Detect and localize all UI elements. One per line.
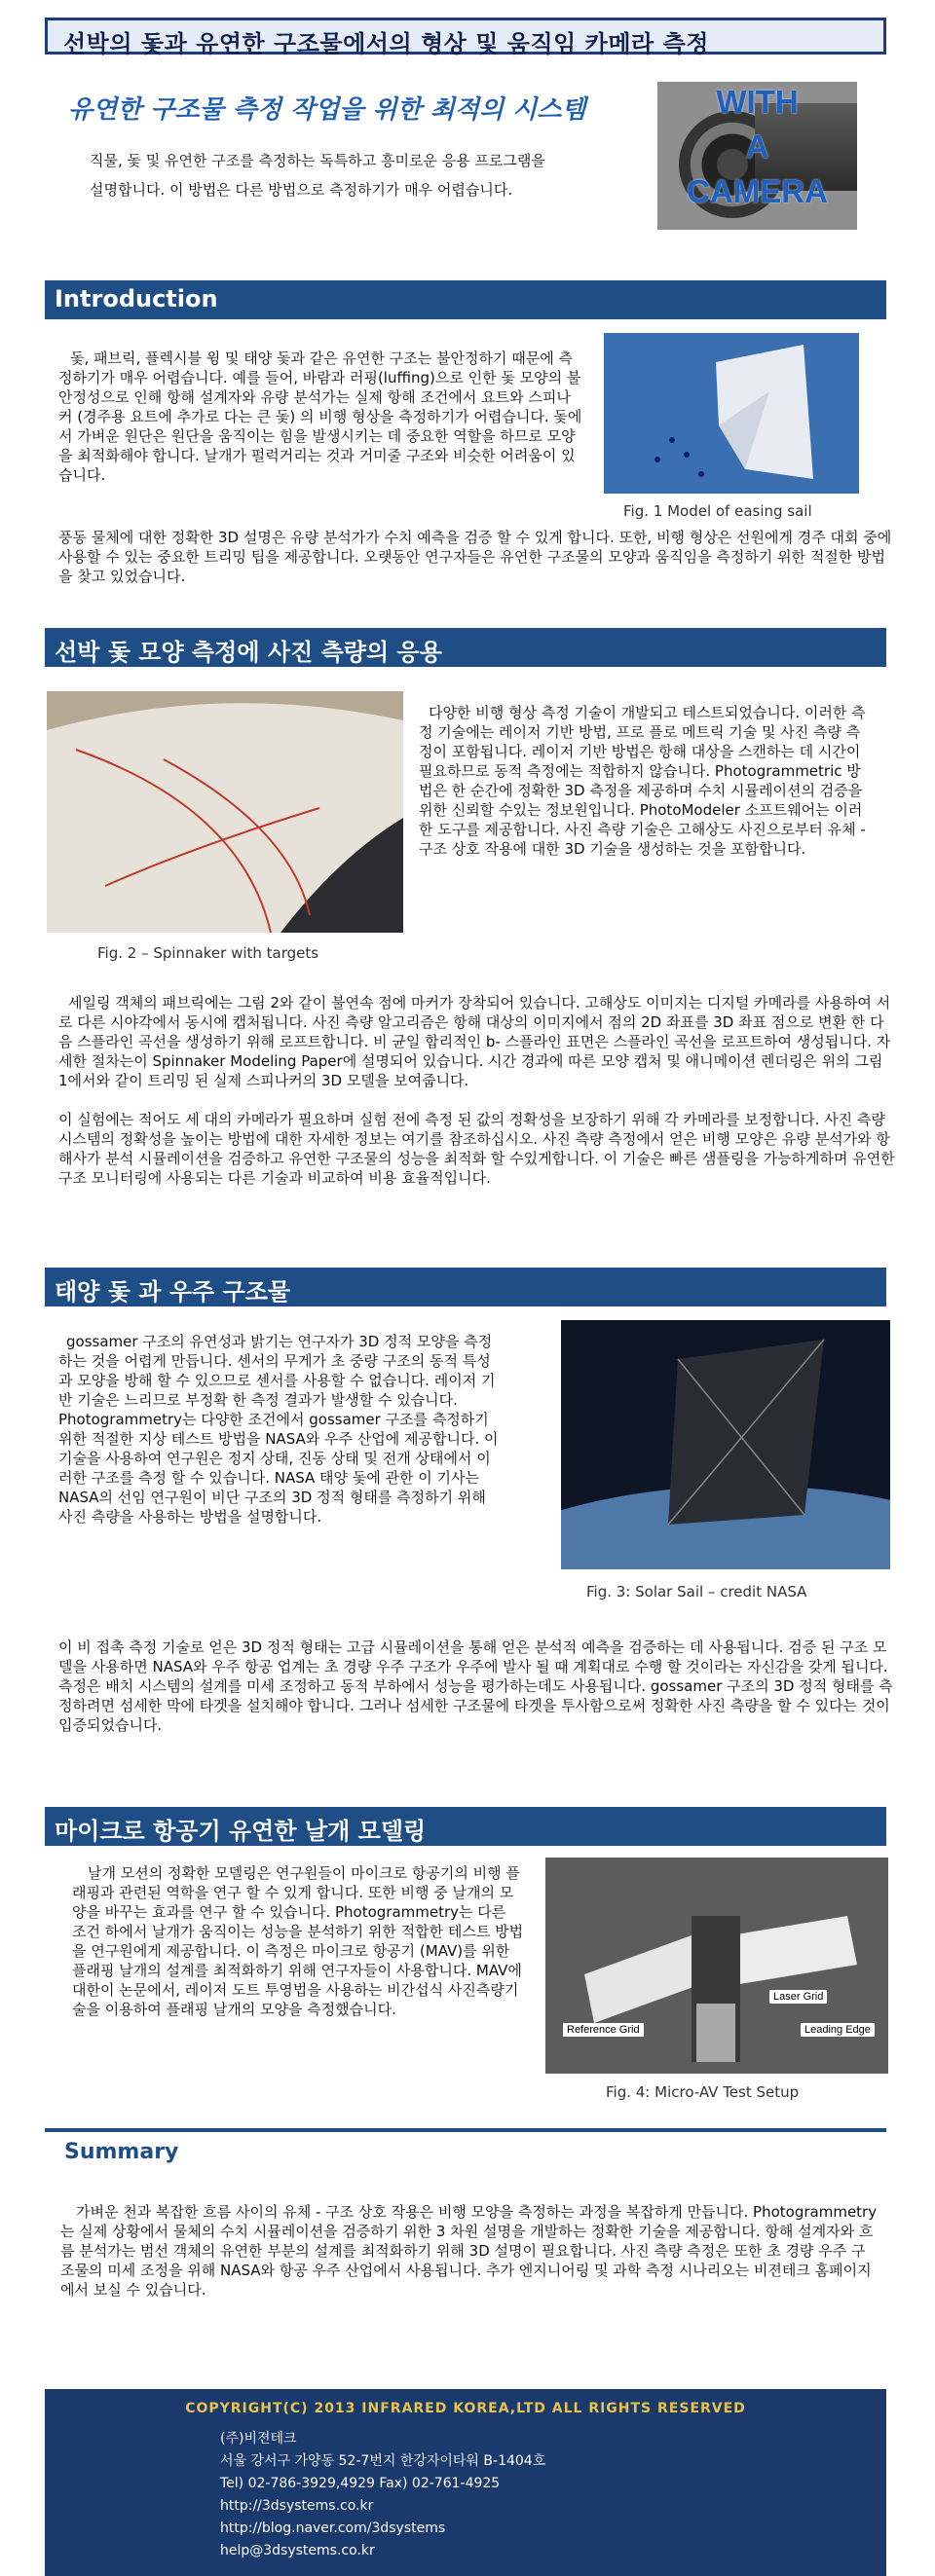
subtitle: 유연한 구조물 측정 작업을 위한 최적의 시스템: [68, 95, 586, 125]
section-header-micro-av: [45, 1807, 886, 1846]
badge-word-camera: CAMERA: [687, 173, 828, 209]
section-title: 마이크로 항공기 유연한 날개 모델링: [55, 1818, 427, 1845]
micro-left-text: 날개 모션의 정확한 모델링은 연구원들이 마이크로 항공기의 비행 플래핑과 관련된 역학을 연구 할 수 있게 합니다. 또한 비행 중 날개의 모양을 바꾸는 효과를 연구 할 수 있습니다. Photogrammetry는 다른 조건 하에서 날개가 움직이는 성능을 분석하기 위한 적합한 테스트 방법을 연구원에게 제공합니다. 이 측정은 마이크로 항공기 (MAV)를 위한 플래핑 날개의 설계를 최적화하기 위해 연구자들이 사용합니다. MAV에 대한이 논문에서, 레이저 도트 투영법을 사용하는 비간섭식 사진측량기술을 이용하여 플래핑 날개의 모양을 측정했습니다.: [72, 1864, 524, 2018]
section-title: 선박 돛 모양 측정에 사진 측량의 응용: [55, 639, 442, 666]
intro-text: 직물, 돛 및 유연한 구조를 측정하는 독특하고 흥미로운 응용 프로그램을 설명합니다. 이 방법은 다른 방법으로 측정하기가 매우 어렵습니다.: [90, 152, 545, 199]
section-header-introduction: [45, 280, 886, 319]
solar-left-text: gossamer 구조의 유연성과 밝기는 연구자가 3D 정적 모양을 측정하는 것을 어렵게 만듭니다. 센서의 무게가 초 중량 구조의 동적 특성과 모양을 방해 할 수 있으므로 센서를 사용할 수 없습니다. 레이저 기반 기술은 느리므로 부정확 한 측정 결과가 발생할 수 있습니다. Photogrammetry는 다양한 조건에서 gossamer 구조를 측정하기 위한 적절한 지상 테스트 방법을 NASA와 우주 산업에 제공합니다. 이 기술을 사용하여 연구원은 정지 상태, 진동 상태 및 전개 상태에서 이러한 구조를 측정 할 수 있습니다. NASA 태양 돛에 관한 이 기사는 NASA의 선임 연구원이 비단 구조의 3D 정적 형태를 측정하기 위해 사진 측량을 사용하는 방법을 설명합니다.: [58, 1333, 499, 1526]
footer: [45, 2389, 886, 2576]
section-title: Introduction: [55, 285, 218, 313]
laser-grid-label: Laser Grid: [769, 1990, 827, 2004]
footer-url-1[interactable]: http://3dsystems.co.kr: [220, 2498, 374, 2514]
footer-copyright: COPYRIGHT(C) 2013 INFRARED KOREA,LTD ALL RIGHTS RESERVED: [185, 2401, 746, 2416]
solar-sail-image: [561, 1320, 890, 1569]
reference-grid-label: Reference Grid: [563, 2023, 644, 2037]
sail-paragraph-1: 세일링 객체의 패브릭에는 그림 2와 같이 불연속 점에 마커가 장착되어 있습니다. 고해상도 이미지는 디지털 카메라를 사용하여 서로 다른 시야각에서 동시에 캡처됩니다. 사진 측량 알고리즘은 항해 대상의 이미지에서 점의 2D 좌표를 3D 좌표 점으로 변환 한 다음 스플라인 곡선을 생성하기 위해 로프트합니다. 비 균일 합리적인 b- 스플라인 표면은 스플라인 곡선을 로프트하여 생성됩니다. 자세한 절차는이 Spinnaker Modeling Paper에 설명되어 있습니다. 시간 경과에 따른 모양 캡처 및 애니메이션 렌더링은 위의 그림 1에서와 같이 트리밍 된 실제 스피나커의 3D 모델을 보여줍니다.: [58, 994, 891, 1089]
footer-email[interactable]: help@3dsystems.co.kr: [220, 2543, 375, 2558]
summary-text: 가벼운 천과 복잡한 흐름 사이의 유체 - 구조 상호 작용은 비행 모양을 측정하는 과정을 복잡하게 만듭니다. Photogrammetry는 실제 상황에서 물체의 수치 시뮬레이션을 검증하기 위한 3 차원 설명을 개발하는 정확한 기술을 제공합니다. 항해 설계자와 흐름 분석가는 범선 객체의 유연한 부분의 설계를 최적화하기 위해 3D 설명이 필요합니다. 사진 측량 측정은 또한 초 경량 우주 구조물의 미세 조정을 위해 NASA와 항공 우주 산업에서 사용됩니다. 추가 엔지니어링 및 과학 측정 시나리오는 비젼테크 홈페이지에서 보실 수 있습니다.: [60, 2203, 878, 2299]
fig3-caption: Fig. 3: Solar Sail – credit NASA: [586, 1583, 807, 1601]
fig1-caption: Fig. 1 Model of easing sail: [623, 502, 812, 520]
fig4-caption: Fig. 4: Micro-AV Test Setup: [606, 2083, 800, 2101]
easing-sail-image: [604, 333, 859, 494]
summary-header: [45, 2128, 886, 2177]
footer-contact: [220, 2428, 545, 2562]
leading-edge-label: Leading Edge: [801, 2023, 875, 2037]
footer-url-2[interactable]: http://blog.naver.com/3dsystems: [220, 2521, 446, 2536]
badge-word-a: A: [745, 129, 769, 165]
badge-word-with: WITH: [716, 84, 799, 120]
footer-phone: Tel) 02-786-3929,4929 Fax) 02-761-4925: [220, 2476, 501, 2491]
camera-logo: [657, 82, 857, 230]
intro-paragraph-1: 돛, 패브릭, 플렉시블 윙 및 태양 돛과 같은 유연한 구조는 불안정하기 때문에 측정하기가 매우 어렵습니다. 예를 들어, 바람과 러핑(luffing)으로 인한 돛 모양의 불안정성으로 인해 항해 설계자와 유량 분석가는 실제 항해 조건에서 요트와 스피나커 (경주용 요트에 추가로 다는 큰 돛) 의 비행 형상을 측정하기가 어렵습니다. 돛에서 가벼운 원단은 원단을 움직이는 힘을 발생시키는 데 중요한 역할을 하므로 모양을 최적화해야 합니다. 날개가 펄럭거리는 것과 거미줄 구조와 비슷한 어려움이 있습니다.: [58, 350, 582, 484]
solar-paragraph: 이 비 접촉 측정 기술로 얻은 3D 정적 형태는 고급 시뮬레이션을 통해 얻은 분석적 예측을 검증하는 데 사용됩니다. 검증 된 구조 모델을 사용하면 NASA와 우주 항공 업계는 초 경량 우주 구조가 우주에 발사 될 때 계획대로 수행 할 것이라는 자신감을 갖게 됩니다. 측정은 배치 시스템의 설계를 미세 조정하고 동적 부하에서 성능을 평가하는데도 사용됩니다. gossamer 구조의 3D 정적 형태를 측정하려면 섬세한 막에 타겟을 설치해야 합니다. 그러나 섬세한 구조물에 타겟을 투사함으로써 정확한 사진 측량을 할 수 있다는 것이 입증되었습니다.: [58, 1638, 893, 1734]
sail-paragraph-2: 이 실험에는 적어도 세 대의 카메라가 필요하며 실험 전에 측정 된 값의 정확성을 보장하기 위해 각 카메라를 보정합니다. 사진 측량 시스템의 정확성을 높이는 방법에 대한 자세한 정보는 여기를 참조하십시오. 사진 측량 측정에서 얻은 비행 모양은 유량 분석가와 항해사가 분석 시뮬레이션을 검증하고 유연한 구조물의 성능을 최적화 할 수있게합니다. 이 기술은 빠른 샘플링을 가능하게하며 유연한 구조 모니터링에 사용되는 다른 기술과 비교하여 비용 효율적입니다.: [58, 1111, 895, 1187]
micro-av-image: [545, 1858, 888, 2074]
section-header-sail: [45, 628, 886, 667]
section-title: 태양 돛 과 우주 구조물: [55, 1278, 291, 1306]
spinnaker-image: [47, 691, 403, 933]
section-header-solar: [45, 1268, 886, 1306]
page-title-bar: [45, 18, 886, 55]
footer-address: 서울 강서구 가양동 52-7번지 한강자이타워 B-1404호: [220, 2453, 546, 2469]
intro-paragraph-2: 풍동 물체에 대한 정확한 3D 설명은 유량 분석가가 수치 예측을 검증 할 수 있게 합니다. 또한, 비행 형상은 선원에게 경주 대회 중에 사용할 수 있는 중요한 트리밍 팁을 제공합니다. 오랫동안 연구자들은 유연한 구조물의 모양과 움직임을 측정하기 위한 적절한 방법을 찾고 있었습니다.: [58, 529, 892, 585]
sail-right-text: 다양한 비행 형상 측정 기술이 개발되고 테스트되었습니다. 이러한 측정 기술에는 레이저 기반 방법, 프로 플로 메트릭 기술 및 사진 측량 측정이 포함됩니다. 레이저 기반 방법은 항해 대상을 스캔하는 데 시간이 필요하므로 동적 측정에는 적합하지 않습니다. Photogrammetric 방법은 한 순간에 정확한 3D 측정을 제공하며 수치 시뮬레이션의 검증을위한 신뢰할 수있는 정보원입니다. PhotoModeler 소프트웨어는 이러한 도구를 제공합니다. 사진 측량 기술은 고해상도 사진으로부터 유체 - 구조 상호 작용에 대한 3D 기술을 생성하는 것을 포함합니다.: [419, 704, 866, 858]
page-title: 선박의 돛과 유연한 구조물에서의 형상 및 움직임 카메라 측정: [63, 30, 709, 57]
fig2-caption: Fig. 2 – Spinnaker with targets: [97, 944, 319, 962]
footer-company: (주)비젼테크: [220, 2431, 297, 2447]
summary-title: Summary: [64, 2140, 179, 2164]
